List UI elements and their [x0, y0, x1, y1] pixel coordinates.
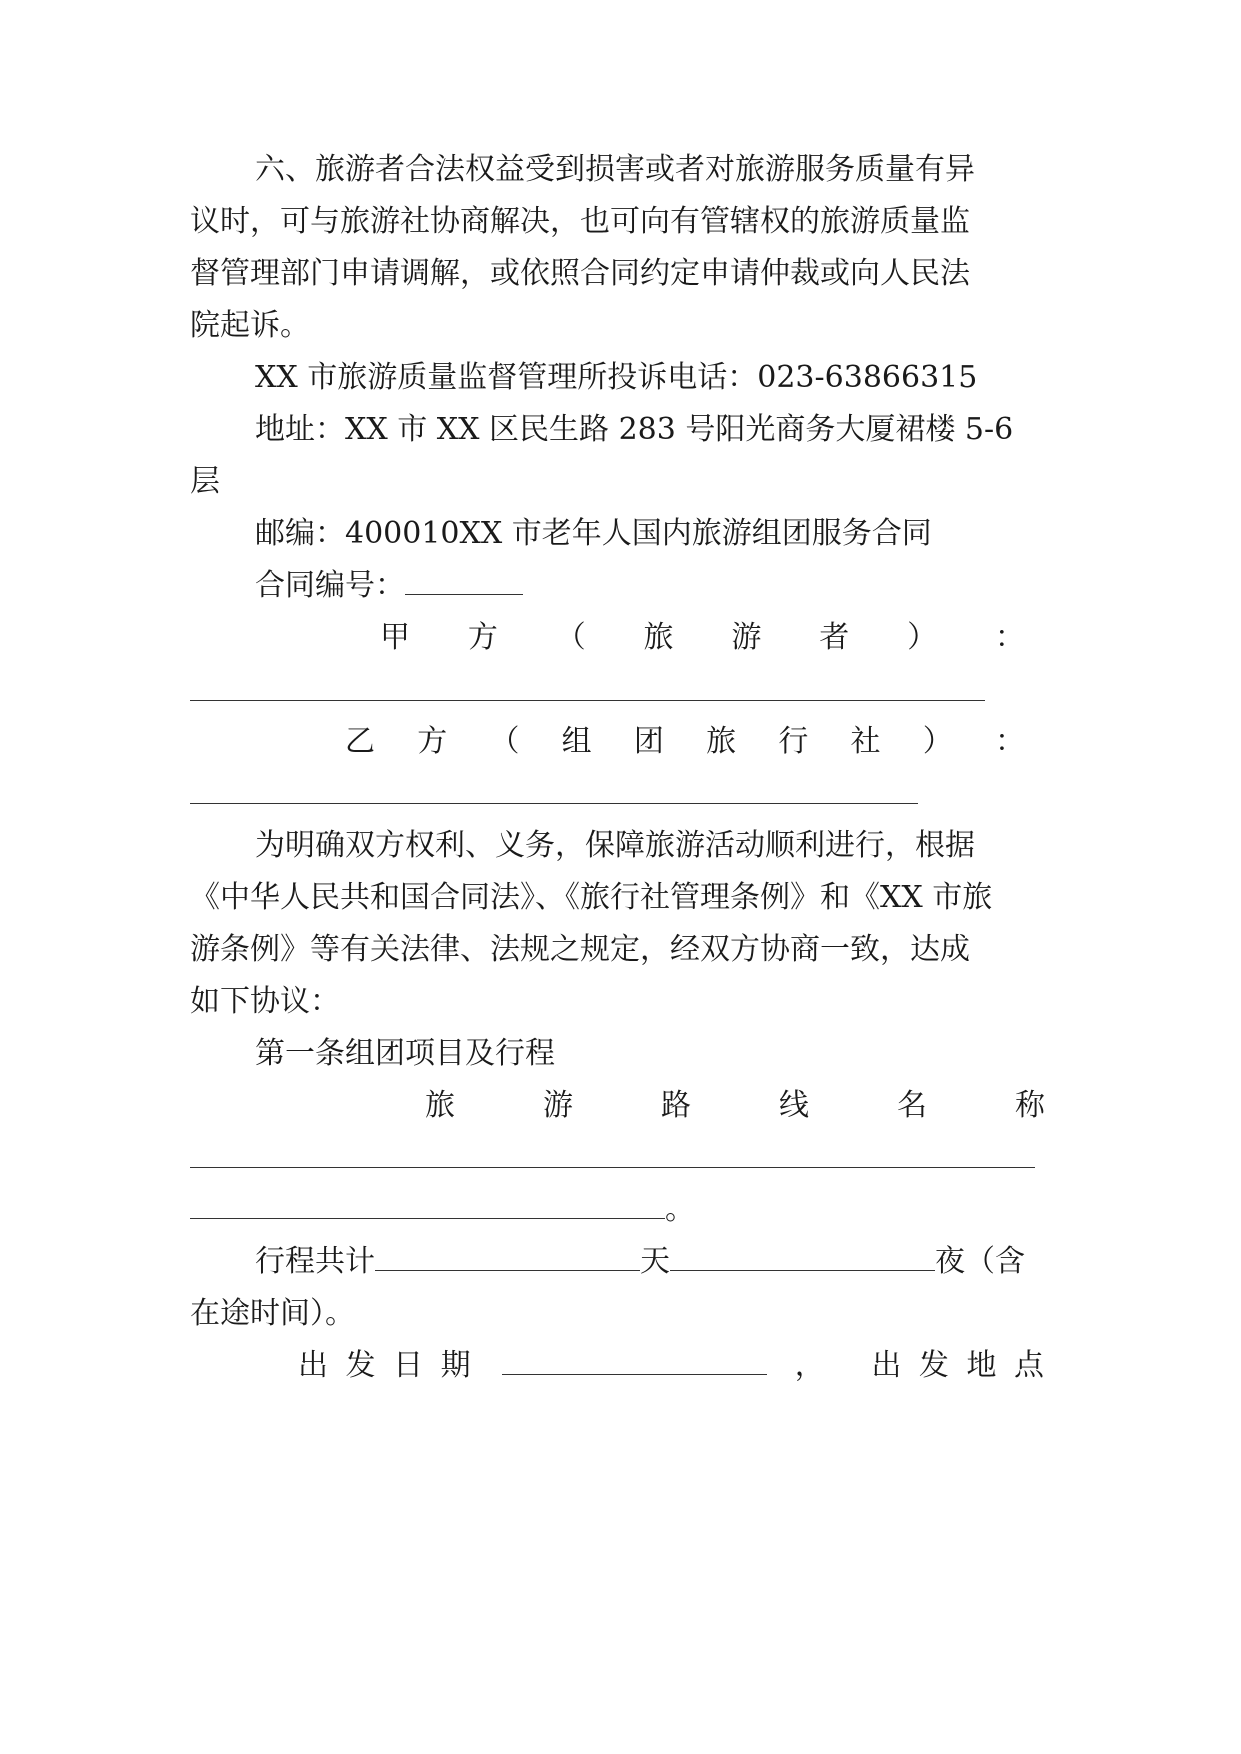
preamble-line3: 游条例》等有关法律、法规之规定，经双方协商一致，达成 [190, 932, 970, 967]
contract-number-row [255, 566, 1050, 606]
clause6-line1: 六、旅游者合法权益受到损害或者对旅游服务质量有异 [255, 152, 975, 187]
route-name-char: 旅 [425, 1088, 455, 1123]
party-b-char: 旅 [706, 724, 737, 759]
itinerary-prefix: 行程共计 [255, 1244, 375, 1279]
postcode-and-contract-title: 邮编：400010XX 市老年人国内旅游组团服务合同 [255, 516, 932, 551]
party-a-char: ） [907, 620, 938, 655]
party-a-row [380, 618, 1025, 658]
address-line2: 层 [190, 464, 220, 499]
clause6-line2: 议时，可与旅游社协商解决，也可向有管辖权的旅游质量监 [190, 204, 970, 239]
contract-number-label: 合同编号： [255, 568, 405, 603]
party-a-char: 甲 [380, 620, 410, 655]
departure-place-label: 出 发 地 点 [871, 1348, 1048, 1383]
clause6-line4: 院起诉。 [190, 308, 310, 343]
party-b-char: 方 [417, 724, 448, 759]
party-b-char: 乙 [345, 724, 375, 759]
nights-blank [670, 1244, 935, 1271]
itinerary-line2: 在途时间）。 [190, 1296, 355, 1331]
route-end-mark: 。 [665, 1192, 695, 1227]
itinerary-night-suffix: 夜（含 [935, 1244, 1025, 1279]
party-b-row [345, 722, 1025, 762]
address-line1: 地址：XX 市 XX 区民生路 283 号阳光商务大厦裙楼 5-6 [255, 412, 1014, 447]
party-a-char: （ [555, 620, 586, 655]
preamble-line1: 为明确双方权利、义务，保障旅游活动顺利进行，根据 [255, 828, 975, 863]
days-blank [375, 1244, 640, 1271]
party-a-char: 游 [731, 620, 762, 655]
route-name-char: 线 [779, 1088, 809, 1123]
route-name-char: 游 [543, 1088, 573, 1123]
party-b-char: 团 [633, 724, 664, 759]
clause6-line3: 督管理部门申请调解，或依照合同约定申请仲裁或向人民法 [190, 256, 970, 291]
party-a-blank-line [190, 700, 985, 701]
party-a-char: ： [994, 620, 1025, 655]
route-name-char: 称 [1015, 1088, 1045, 1123]
party-b-char: 行 [778, 724, 809, 759]
departure-date-label: 出 发 日 期 [298, 1348, 475, 1383]
preamble-line2: 《中华人民共和国合同法》、《旅行社管理条例》和《XX 市旅 [190, 880, 993, 915]
route-name-blank-line [190, 1167, 1035, 1168]
itinerary-day: 天 [640, 1244, 670, 1279]
route-name-continuation [190, 1190, 1050, 1230]
route-name-char: 路 [661, 1088, 691, 1123]
complaint-phone: XX 市旅游质量监督管理所投诉电话：023-63866315 [255, 360, 978, 395]
departure-comma: ， [794, 1348, 825, 1383]
departure-date-blank [502, 1348, 767, 1375]
party-b-char: ： [994, 724, 1025, 759]
route-name-blank-2 [190, 1192, 665, 1219]
party-b-blank-line [190, 803, 918, 804]
party-a-char: 者 [819, 620, 850, 655]
party-b-char: 组 [561, 724, 592, 759]
party-a-char: 方 [467, 620, 498, 655]
party-a-char: 旅 [643, 620, 674, 655]
route-name-char: 名 [897, 1088, 927, 1123]
departure-row [298, 1346, 1048, 1386]
party-b-char: ） [922, 724, 953, 759]
preamble-line4: 如下协议： [190, 984, 340, 1019]
party-b-char: （ [489, 724, 520, 759]
party-b-char: 社 [850, 724, 881, 759]
route-name-row [425, 1086, 1045, 1126]
contract-number-blank [405, 568, 523, 595]
itinerary-line1 [255, 1242, 1050, 1282]
article1-title: 第一条组团项目及行程 [255, 1036, 555, 1071]
